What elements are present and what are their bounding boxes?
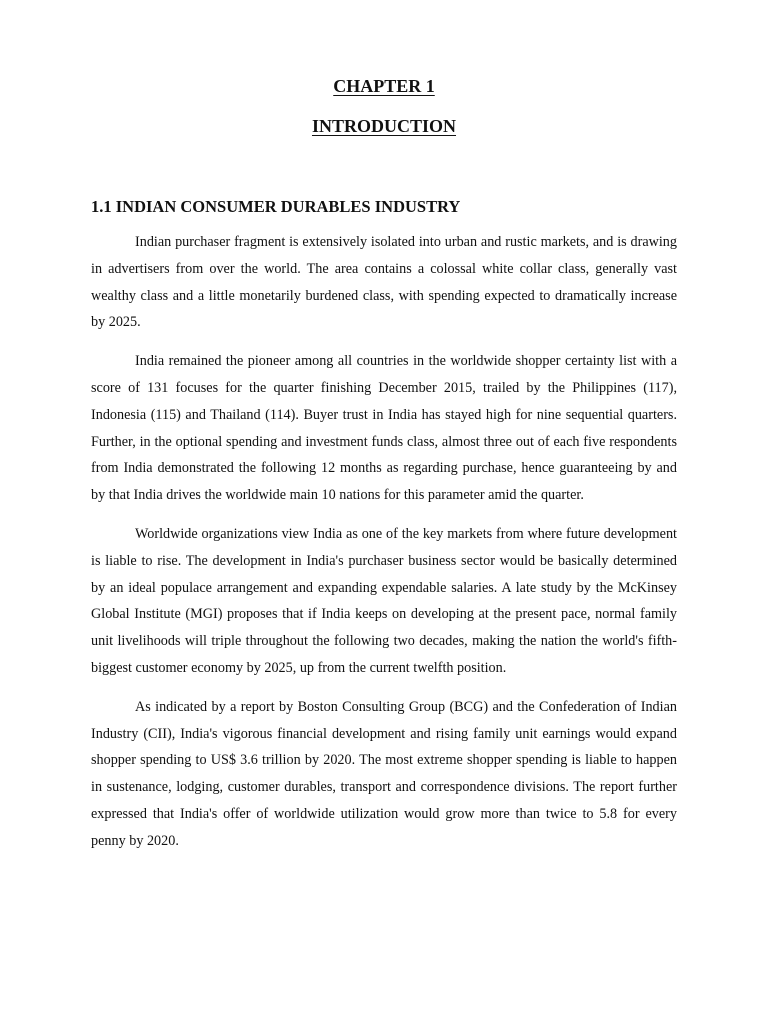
chapter-title: CHAPTER 1 — [333, 76, 435, 96]
body-text — [91, 229, 677, 867]
paragraph-2: India remained the pioneer among all countries in the worldwide shopper certainty list with a score of 131 focuses for the quarter finishing December 2015, trailed by the Philippines (117), Indonesia (115) and Thailand (114). Buyer trust in India has stayed high for nine sequential quarters. Further, in the optional spending and investment funds class, almost three out of each five respondents from India demonstrated the following 12 months as regarding purchase, hence guaranteeing by and by that India drives the worldwide main 10 nations for this parameter amid the quarter. — [91, 353, 677, 504]
paragraph-4: As indicated by a report by Boston Consulting Group (BCG) and the Confederation of Indian Industry (CII), India's vigorous financial development and rising family unit earnings would expand shopper spending to US$ 3.6 trillion by 2020. The most extreme shopper spending is liable to happen in sustenance, lodging, customer durables, transport and correspondence divisions. The report further expressed that India's offer of worldwide utilization would grow more than twice to 5.8 for every penny by 2020. — [91, 698, 677, 849]
paragraph-3: Worldwide organizations view India as one of the key markets from where future development is liable to rise. The development in India's purchaser business sector would be basically determined by an ideal populace arrangement and expanding expendable salaries. A late study by the McKinsey Global Institute (MGI) proposes that if India keeps on developing at the present pace, normal family unit livelihoods will triple throughout the following two decades, making the nation the world's fifth-biggest customer economy by 2025, up from the current twelfth position. — [91, 525, 677, 676]
section-heading: 1.1 INDIAN CONSUMER DURABLES INDUSTRY — [91, 197, 461, 216]
chapter-subtitle: INTRODUCTION — [311, 116, 457, 136]
paragraph-1: Indian purchaser fragment is extensively isolated into urban and rustic markets, and is drawing in advertisers from over the world. The area contains a colossal white collar class, generally vast wealthy class and a little monetarily burdened class, with spending expected to dramatically increase by 2025. — [91, 234, 677, 331]
